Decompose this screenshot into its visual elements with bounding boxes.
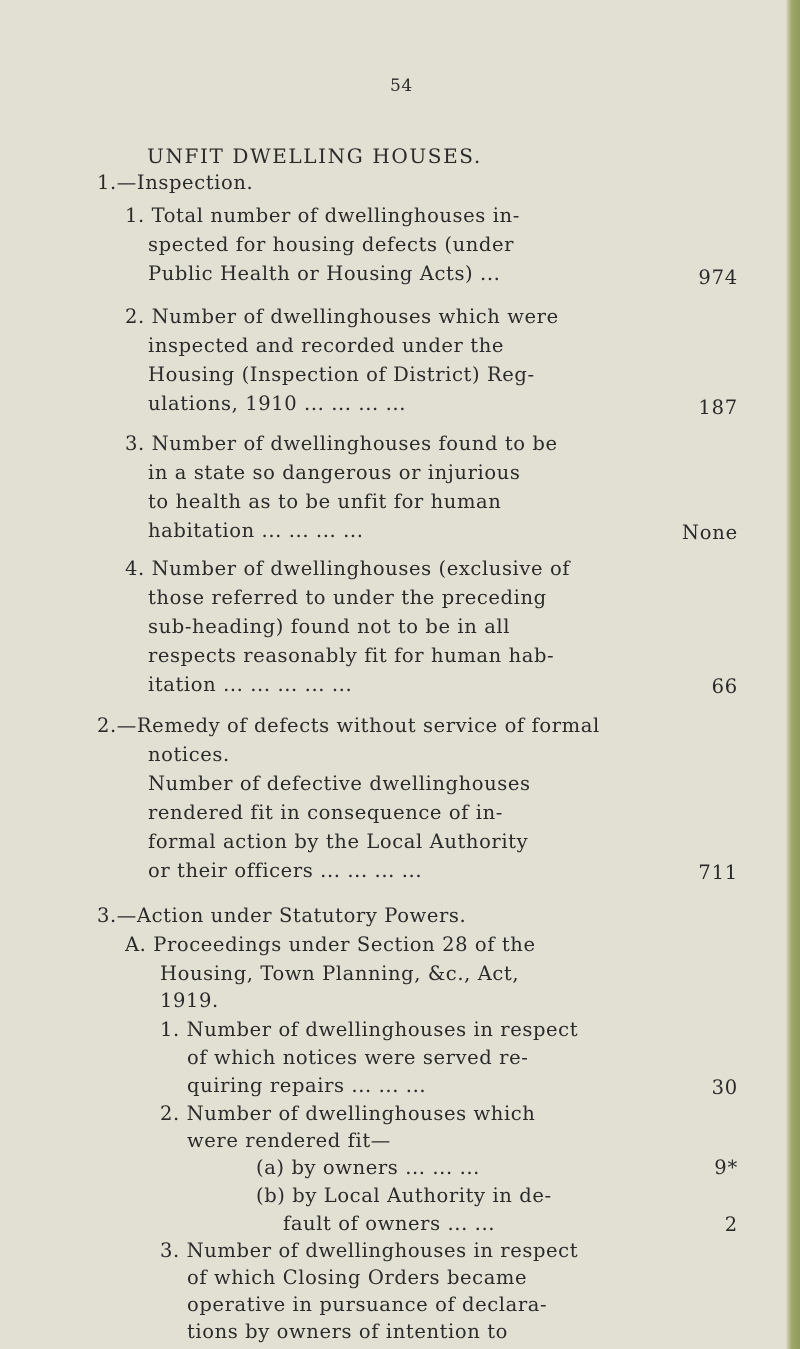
item-1-3-line: 3. Number of dwellinghouses found to be — [125, 432, 558, 455]
item-1-4-line: 4. Number of dwellinghouses (exclusive of — [125, 557, 571, 580]
section-3-heading: 3.—Action under Statutory Powers. — [97, 904, 467, 927]
item-1-4-line: itation ... ... ... ... ... — [148, 673, 353, 696]
item-1-2-line: 2. Number of dwellinghouses which were — [125, 305, 559, 328]
item-1-3-line: in a state so dangerous or injurious — [148, 461, 521, 484]
subsection-a-heading: A. Proceedings under Section 28 of the — [125, 933, 536, 956]
item-a-2a-value: 9* — [714, 1156, 738, 1179]
page-number: 54 — [390, 76, 413, 96]
subsection-a-heading: Housing, Town Planning, &c., Act, — [160, 962, 520, 985]
section-1-heading: 1.—Inspection. — [97, 171, 254, 194]
item-1-2-value: 187 — [698, 396, 738, 419]
item-a-2a-line: (a) by owners ... ... ... — [256, 1156, 480, 1179]
item-a-1-line: quiring repairs ... ... ... — [187, 1074, 427, 1097]
item-1-4-line: those referred to under the preceding — [148, 586, 547, 609]
item-1-3-value: None — [681, 521, 738, 544]
item-a-3-line: 3. Number of dwellinghouses in respect — [160, 1239, 579, 1262]
item-a-2-line: 2. Number of dwellinghouses which — [160, 1102, 536, 1125]
item-1-4-line: sub-heading) found not to be in all — [148, 615, 511, 638]
item-a-2b-line: fault of owners ... ... — [283, 1212, 496, 1235]
item-1-1-line: spected for housing defects (under — [148, 233, 515, 256]
page-title: UNFIT DWELLING HOUSES. — [147, 144, 482, 168]
item-1-2-line: Housing (Inspection of District) Reg- — [148, 363, 535, 386]
page-edge — [786, 0, 800, 1349]
item-1-2-line: inspected and recorded under the — [148, 334, 505, 357]
item-1-2-line: ulations, 1910 ... ... ... ... — [148, 392, 406, 415]
item-1-4-value: 66 — [711, 675, 738, 698]
section-2-heading: notices. — [148, 743, 230, 766]
item-1-1-line: Public Health or Housing Acts) ... — [148, 262, 501, 285]
item-a-2-line: were rendered fit— — [187, 1129, 391, 1152]
item-a-3-line: of which Closing Orders became — [187, 1266, 528, 1289]
section-2-line: or their officers ... ... ... ... — [148, 859, 423, 882]
section-2-line: Number of defective dwellinghouses — [148, 772, 531, 795]
item-1-1-value: 974 — [698, 266, 738, 289]
item-a-2b-value: 2 — [724, 1213, 738, 1236]
item-1-4-line: respects reasonably fit for human hab- — [148, 644, 555, 667]
item-a-3-line: operative in pursuance of declara- — [187, 1293, 548, 1316]
item-a-1-value: 30 — [711, 1076, 738, 1099]
subsection-a-heading: 1919. — [160, 989, 219, 1012]
section-2-heading: 2.—Remedy of defects without service of formal — [97, 714, 600, 737]
item-a-1-line: of which notices were served re- — [187, 1046, 529, 1069]
section-2-value: 711 — [698, 861, 738, 884]
section-2-line: rendered fit in consequence of in- — [148, 801, 503, 824]
item-1-3-line: to health as to be unfit for human — [148, 490, 502, 513]
item-1-3-line: habitation ... ... ... ... — [148, 519, 364, 542]
item-a-3-line: tions by owners of intention to — [187, 1320, 508, 1343]
section-2-line: formal action by the Local Authority — [148, 830, 529, 853]
item-a-2b-line: (b) by Local Authority in de- — [256, 1184, 552, 1207]
item-a-1-line: 1. Number of dwellinghouses in respect — [160, 1018, 579, 1041]
item-1-1-line: 1. Total number of dwellinghouses in- — [125, 204, 520, 227]
